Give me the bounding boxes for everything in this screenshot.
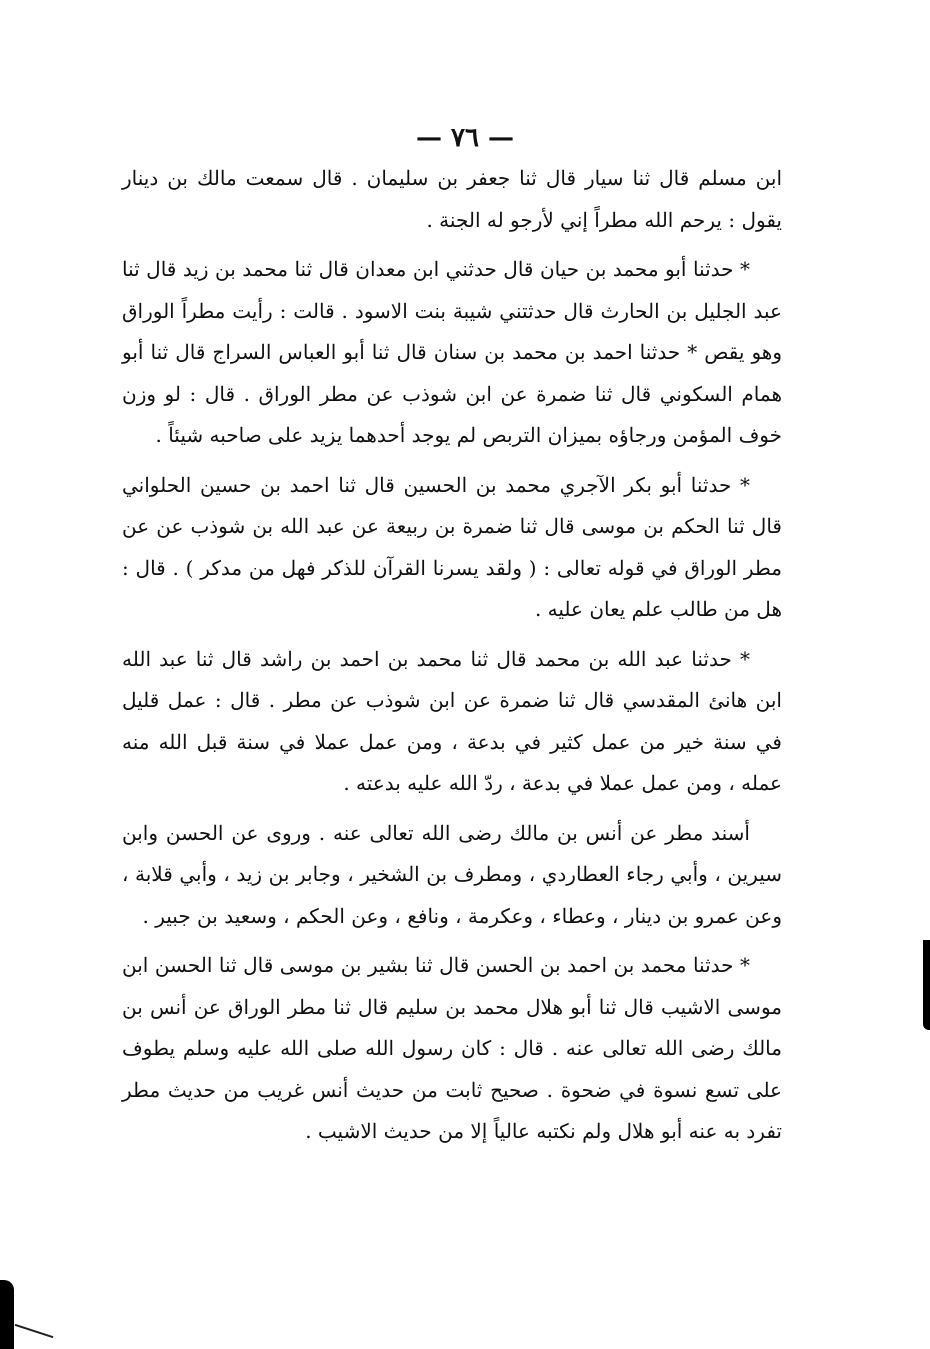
paragraph-2: * حدثنا أبو محمد بن حيان قال حدثني ابن معدان قال ثنا محمد بن زيد قال ثنا عبد الجليل بن الحارث قال حدثتني شيبة بنت الاسود . قالت : رأيت مطراً الوراق وهو يقص * حدثنا احمد بن محمد بن سنان قال ثنا أبو العباس السراج قال ثنا أبو همام السكوني قال ثنا ضمرة عن ابن شوذب عن مطر الوراق . قال : لو وزن خوف المؤمن ورجاؤه بميزان التربص لم يوجد أحدهما يزيد على صاحبه شيئاً .: [122, 257, 782, 447]
paragraph-3: * حدثنا أبو بكر الآجري محمد بن الحسين قال ثنا احمد بن حسين الحلواني قال ثنا الحكم بن موسى قال ثنا ضمرة بن ربيعة عن عبد الله بن شوذب عن عن مطر الوراق في قوله تعالى : ( ولقد يسرنا القرآن للذكر فهل من مدكر ) . قال : هل من طالب علم يعان عليه .: [122, 472, 782, 621]
paragraph-6: * حدثنا محمد بن احمد بن الحسن قال ثنا بشير بن موسى قال ثنا الحسن ابن موسى الاشيب قال ثنا أبو هلال محمد بن سليم قال ثنا مطر الوراق عن أنس بن مالك رضى الله تعالى عنه . قال : كان رسول الله صلى الله عليه وسلم يطوف على تسع نسوة في ضحوة . صحيح ثابت من حديث أنس غريب من حديث مطر تفرد به عنه أبو هلال ولم نكتبه عالياً إلا من حديث الاشيب .: [122, 953, 782, 1143]
paragraph-4: * حدثنا عبد الله بن محمد قال ثنا محمد بن احمد بن راشد قال ثنا عبد الله ابن هانئ المقدسي قال ثنا ضمرة عن ابن شوذب عن مطر . قال : عمل قليل في سنة خير من عمل كثير في بدعة ، ومن عمل عملا في سنة قبل الله منه عمله ، ومن عمل عملا في بدعة ، ردّ الله عليه بدعته .: [122, 646, 782, 795]
scan-edge-mark-left: [0, 1280, 14, 1349]
paragraph-1: ابن مسلم قال ثنا سيار قال ثنا جعفر بن سليمان . قال سمعت مالك بن دينار يقول : يرحم الله مطراً إني لأرجو له الجنة .: [122, 166, 782, 232]
page-number: — ٧٦ —: [415, 123, 515, 153]
scan-edge-mark-right: [923, 940, 930, 1030]
scan-stray-line: [15, 1324, 54, 1338]
paragraph-5: أسند مطر عن أنس بن مالك رضى الله تعالى عنه . وروى عن الحسن وابن سيرين ، وأبي رجاء العطاردي ، ومطرف بن الشخير ، وجابر بن زيد ، وأبي قلابة ، وعن عمرو بن دينار ، وعطاء ، وعكرمة ، ونافع ، وعن الحكم ، وسعيد بن جبير .: [122, 820, 782, 928]
page-body: [122, 158, 782, 1153]
